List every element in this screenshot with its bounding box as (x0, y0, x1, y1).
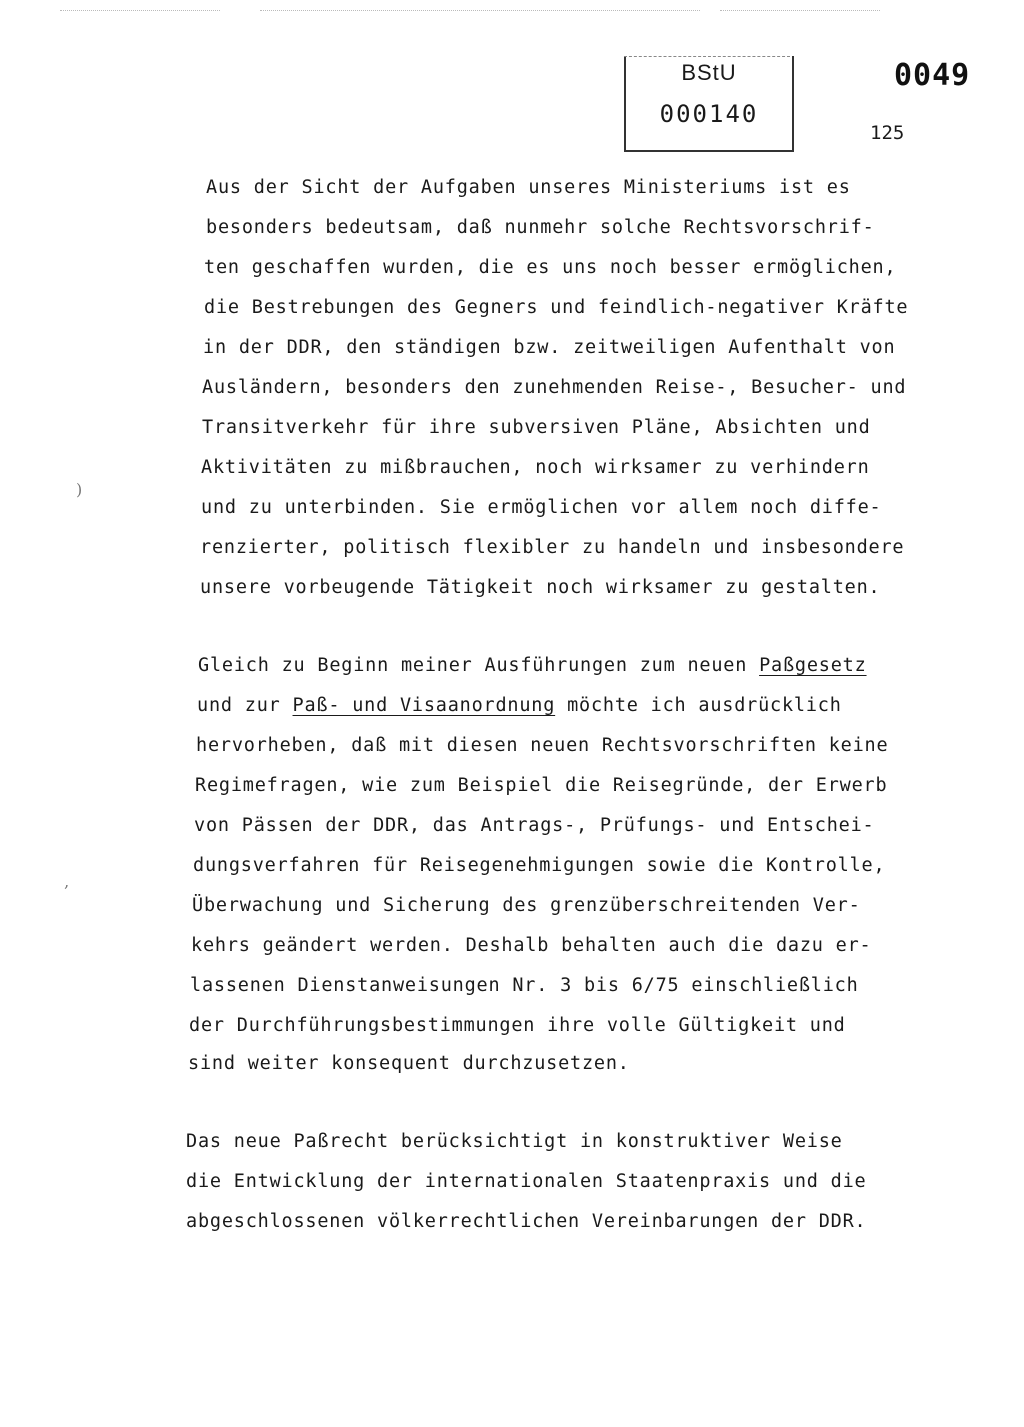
text-line: lassenen Dienstanweisungen Nr. 3 bis 6/75 einschließlich (190, 975, 859, 996)
archive-number: 0049 (894, 58, 971, 93)
text-line: und zu unterbinden. Sie ermöglichen vor allem noch diffe- (201, 497, 882, 518)
text-line: der Durchführungsbestimmungen ihre volle Gültigkeit und (189, 1015, 846, 1036)
text-line: renzierter, politisch flexibler zu handeln und insbesondere (200, 537, 905, 558)
stamp-number: 000140 (659, 100, 759, 128)
underlined-term: Paßgesetz (759, 655, 867, 676)
text-line: Überwachung und Sicherung des grenzüberschreitenden Ver- (192, 895, 861, 916)
text-line: Aus der Sicht der Aufgaben unseres Ministeriums ist es (206, 177, 851, 198)
text-line: unsere vorbeugende Tätigkeit noch wirksamer zu gestalten. (200, 577, 881, 598)
text-line: in der DDR, den ständigen bzw. zeitweiligen Aufenthalt von (203, 337, 896, 358)
stamp-agency: BStU (681, 60, 737, 85)
scan-speck (720, 10, 880, 11)
text-line: und zur Paß- und Visaanordnung möchte ich ausdrücklich (197, 695, 842, 716)
scan-speck (60, 10, 220, 11)
text-line: Ausländern, besonders den zunehmenden Reise-, Besucher- und (202, 377, 907, 398)
scan-speck (260, 10, 700, 11)
text-line: Regimefragen, wie zum Beispiel die Reisegründe, der Erwerb (195, 775, 888, 796)
text-line: ten geschaffen wurden, die es uns noch besser ermöglichen, (204, 257, 897, 278)
text-line: dungsverfahren für Reisegenehmigungen sowie die Kontrolle, (193, 855, 886, 876)
margin-mark: ) (76, 480, 83, 499)
margin-mark: ‚ (64, 872, 70, 891)
text-line: von Pässen der DDR, das Antrags-, Prüfungs- und Entschei- (194, 815, 875, 836)
text-line: sind weiter konsequent durchzusetzen. (188, 1053, 630, 1074)
text-line: die Entwicklung der internationalen Staatenpraxis und die (186, 1171, 867, 1192)
text-line: besonders bedeutsam, daß nunmehr solche Rechtsvorschrif- (206, 217, 875, 238)
text-line: Gleich zu Beginn meiner Ausführungen zum neuen Paßgesetz (198, 655, 867, 676)
text-line: hervorheben, daß mit diesen neuen Rechtsvorschriften keine (196, 735, 889, 756)
text-line: Aktivitäten zu mißbrauchen, noch wirksamer zu verhindern (201, 457, 870, 478)
text-line: kehrs geändert werden. Deshalb behalten auch die dazu er- (191, 935, 872, 956)
archive-stamp (624, 56, 794, 152)
page-number: 125 (870, 122, 905, 144)
underlined-term: Paß- und Visaanordnung (292, 695, 556, 716)
text-line: Das neue Paßrecht berücksichtigt in konstruktiver Weise (186, 1131, 843, 1152)
text-line: abgeschlossenen völkerrechtlichen Vereinbarungen der DDR. (186, 1211, 867, 1232)
text-line: die Bestrebungen des Gegners und feindlich-negativer Kräfte (204, 297, 909, 318)
text-line: Transitverkehr für ihre subversiven Pläne, Absichten und (202, 417, 871, 438)
